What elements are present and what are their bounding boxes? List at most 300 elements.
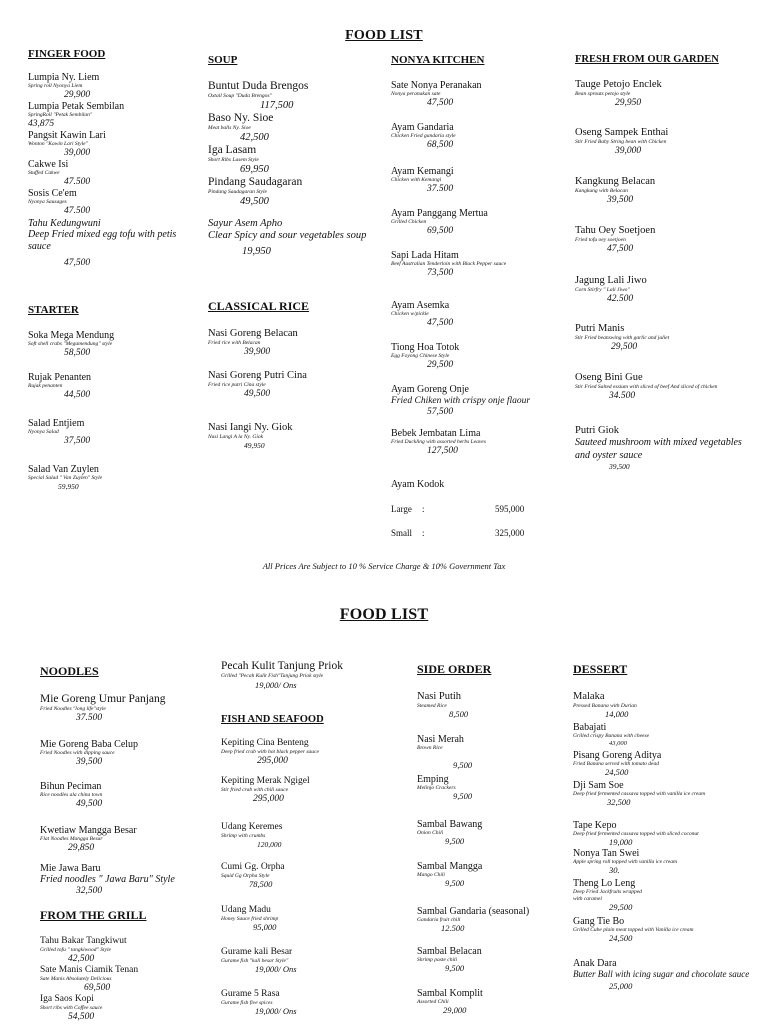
item-desc: Deep Fried mixed egg tofu with petis sauce [28,229,177,252]
item-name: Oseng Sampek Enthai [575,127,669,138]
item-price: 295,000 [257,756,288,766]
item-name: Tiong Hoa Totok [391,342,460,353]
item-name: Mie Goreng Umur Panjang [40,693,166,705]
soup-section [208,54,378,258]
size-label: Small [391,528,413,538]
item-desc: Spring roll Nyonya Liem [28,83,83,89]
item-desc: Special Salad " Van Zuylen" Style [28,475,103,481]
item-price: 47,500 [64,258,91,268]
menu-item [575,275,747,323]
item-name: Pangsit Kawin Lari [28,130,106,141]
menu-item [40,693,210,739]
menu-item [391,300,561,342]
item-desc: Pindang Saudagaran Style [208,189,267,195]
item-desc: Grilled crispy Banana with cheese [573,733,650,739]
item-price: 8,500 [449,709,469,719]
item-price: 127,500 [427,446,458,456]
item-name: Iga Saos Kopi [40,994,94,1004]
section-heading: SIDE ORDER [417,662,492,676]
grill-section [40,908,210,1023]
item-price: 39,500 [607,195,634,205]
menu-item [28,72,193,101]
item-price: 39,000 [615,146,642,156]
item-name: Gurame 5 Rasa [221,989,280,999]
classical-rice-section [208,299,378,450]
kodok-small-row [391,528,525,538]
item-price: 47,500 [607,244,634,254]
item-name: Sambal Bawang [417,819,483,830]
item-name: Bihun Peciman [40,781,102,792]
item-price: 69,500 [427,226,454,236]
item-name: Sambal Komplit [417,988,483,999]
item-name: Tape Kepo [573,820,617,831]
menu-item [573,848,753,878]
menu-item [575,372,747,425]
section-heading: SOUP [208,54,238,66]
item-price: 19,000/ Ons [255,680,297,690]
item-price: 47,500 [427,318,454,328]
menu-item [391,122,561,166]
menu-item [391,384,561,428]
item-name: Sambal Gandaria (seasonal) [417,906,530,917]
item-name: Sambal Mangga [417,861,483,872]
menu-item [40,965,210,994]
section-heading: FISH AND SEAFOOD [221,714,324,725]
item-price: 32,500 [607,797,631,807]
item-price: 34.500 [609,391,636,401]
item-desc: Fried rice putri Cina style [208,382,266,388]
garden-section [575,54,747,471]
item-name: Gang Tie Bo [573,916,625,927]
menu-item [221,822,401,862]
item-name: Ayam Goreng Onje [391,384,469,395]
item-price: 19,000/ Ons [255,964,297,974]
item-desc: Shrimp paste chili [417,957,458,963]
item-name: Tauge Petojo Enclek [575,79,662,90]
item-price: 29,000 [443,1005,467,1015]
section-heading: FRESH FROM OUR GARDEN [575,54,719,65]
item-name: Soka Mega Mendung [28,330,115,341]
item-desc: Gurame fish five spices [221,1000,273,1006]
item-name: Jagung Lali Jiwo [575,275,647,286]
item-name: Nasi Merah [417,734,464,745]
item-desc: Melinjo Crackers [417,785,456,791]
menu-item [40,994,210,1023]
dessert-section [573,662,753,991]
item-desc: Stir Fried Salted essium with sliced of beef And sliced of chicken [575,384,718,390]
item-price: 43,000 [609,740,627,747]
menu-item [28,330,193,372]
menu-item [221,738,401,776]
item-price: 42,500 [240,132,269,143]
menu-item [221,776,401,822]
menu-item [40,863,210,897]
item-name: Buntut Duda Brengos [208,80,309,92]
menu-item [417,906,567,946]
item-price: 37.500 [427,184,454,194]
nonya-kitchen-section [391,54,561,472]
item-desc: Fried Noodles "long life"style [40,706,106,712]
item-desc: Nonya peranakan sate [391,91,441,97]
item-name: Putri Giok [575,425,620,436]
fish-section [221,714,401,1016]
item-desc: Clear Spicy and sour vegetables soup [208,230,367,241]
menu-item [40,739,210,781]
menu-item [575,425,747,471]
item-desc: Sauteed mushroom with mixed vegetables and oyster sauce [575,437,742,461]
item-desc: Fried Noodles with dipping sauce [40,750,115,756]
item-price: 39,000 [64,148,91,158]
item-desc: Rujak penanten [28,383,63,389]
item-name: Dji Sam Soe [573,780,624,791]
item-price: 57,500 [427,407,454,417]
item-desc: Flat Noodles Mangga Besar [40,836,103,842]
item-price: 117,500 [260,100,294,111]
item-price: 120,000 [257,840,282,849]
item-desc: Fried noodles " Jawa Baru" Style [40,874,175,885]
menu-item [208,112,378,144]
item-price: 73,500 [427,268,454,278]
item-price: 24,500 [605,767,629,777]
item-price: 9,500 [453,760,473,770]
kodok-large-row [391,504,525,514]
menu-item [208,422,378,450]
item-name: Nonya Tan Swei [573,848,640,859]
item-desc: Nyonya Sausages [28,199,67,205]
item-desc: Stir Fried beanswing with garlic and juliet [575,335,670,341]
item-price: 49,500 [244,389,271,399]
menu-item [221,989,401,1016]
item-desc: Steamed Rice [417,703,447,709]
item-price: 12.500 [441,923,465,933]
item-name: Tahu Kedungwuni [28,218,101,229]
item-price: 37.500 [76,713,103,723]
menu-item [40,936,210,965]
item-price: 19,000 [609,837,633,847]
item-price: 42,500 [68,954,95,964]
item-desc: Deep fried fermented cassava topped with vanilla ice cream [573,791,706,797]
item-desc: Grilled tofu " tangkiwood" Style [40,947,111,953]
item-desc: Grilled "Pecah Kulit Fish"Tanjung Priok style [221,673,324,679]
item-name: Cakwe Isi [28,159,69,170]
noodles-section [40,664,210,897]
item-desc: Wonton "Kawin Lari Style" [28,141,88,147]
item-name: Pecah Kulit Tanjung Priok [221,660,343,672]
item-name: Babajati [573,722,607,733]
item-desc: Short Ribs Lasem Style [208,157,259,163]
item-price: 39,500 [609,462,630,471]
menu-item [391,428,561,472]
section-heading: FROM THE GRILL [40,908,147,922]
item-desc: Fried Chiken with crispy onje flaour [391,396,531,406]
item-name: Mie Goreng Baba Celup [40,739,139,750]
menu-item [575,176,747,225]
separator: : [422,504,425,514]
menu-item [28,130,193,159]
item-name: Pindang Saudagaran [208,176,303,188]
item-name: Lumpia Petak Sembilan [28,101,125,112]
item-desc: Fried Duckling with assorted herbs Leaves [391,439,486,445]
item-desc: Beef Australian Tenderloin with Black Pepper sauce [391,261,507,267]
item-desc: Chicken with Kemangi [391,177,442,183]
item-name: Kwetiaw Mangga Besar [40,825,137,836]
item-price: 29,500 [609,902,633,912]
item-desc: Assorted Chili [417,999,449,1005]
item-desc: Butter Ball with icing sugar and chocolate sauce [573,969,750,979]
item-name: Nasi Putih [417,691,462,702]
menu-item [573,750,753,780]
item-price: 14,000 [605,709,629,719]
item-price: 54,500 [68,1012,95,1022]
menu-item [573,722,753,750]
section-heading: CLASSICAL RICE [208,299,310,313]
item-price: 25,000 [609,981,633,991]
item-price: 44,500 [64,390,91,400]
menu-item [391,208,561,250]
menu-item [391,80,561,122]
item-desc: Shrimp with crumbs [221,833,266,839]
item-desc: Grilled Cube plain meat topped with Vanilla ice cream [573,927,694,933]
item-desc: Squid Gg Orpha Style [221,873,270,879]
menu-item [208,218,378,258]
item-desc: Stir fried crab with chili sauce [221,787,289,793]
item-price: 29,850 [68,843,95,853]
menu-item [417,946,567,988]
item-price: 19,950 [242,245,271,257]
item-name: Ayam Kemangi [391,166,454,177]
menu-item [417,819,567,861]
item-price: 39,500 [76,757,103,767]
item-desc: Chicken Fried gandaria style [391,133,456,139]
section-heading: NOODLES [40,664,99,678]
item-desc: Stuffed Cakwe [28,170,60,176]
item-name: Pisang Goreng Aditya [573,750,662,761]
item-desc: Stir Fried Baby String bean with Chicken [575,139,667,145]
service-charge-note: All Prices Are Subject to 10 % Service Charge & 10% Government Tax [262,561,506,571]
item-price: 29,500 [611,342,638,352]
item-price: 49,500 [76,799,103,809]
menu-item [28,218,193,269]
section-heading: FINGER FOOD [28,48,106,60]
item-name: Iga Lasam [208,144,257,156]
item-name: Nasi Goreng Putri Cina [208,370,307,381]
item-price: 37,500 [64,436,91,446]
menu-item [28,101,193,130]
item-desc: Corn Stirfry " Lali Jiwo" [575,287,630,293]
item-price: 42.500 [607,294,634,304]
item-name: Kangkung Belacan [575,176,656,187]
item-name: Theng Lo Leng [573,878,636,889]
item-name: Gurame kali Besar [221,947,293,957]
menu-item [417,861,567,906]
item-name: Ayam Panggang Mertua [391,208,488,219]
item-name: Bebek Jembatan Lima [391,428,481,439]
item-price: 47,500 [427,98,454,108]
item-price: 58,500 [64,348,91,358]
item-name: Oseng Bini Gue [575,372,643,383]
item-desc: Pressed Banana with Durian [573,703,637,709]
menu-item [391,342,561,384]
menu-item [391,250,561,300]
item-price: 295,000 [253,794,284,804]
page-title: FOOD LIST [339,606,429,623]
item-desc: Grilled Chicken [391,219,427,225]
item-name: Anak Dara [573,958,617,969]
item-name: Ayam Kodok [391,479,445,490]
item-price: 69,950 [240,164,269,175]
item-name: Sayur Asem Apho [208,218,283,229]
page-title: FOOD LIST [345,28,423,43]
item-desc: Chicken w/pickle [391,311,429,317]
item-desc: Oxtail Soup "Duda Brengos" [208,93,272,99]
menu-item [208,370,378,422]
item-name: Udang Madu [221,905,271,915]
item-desc: Meat balls Ny. Sioe [208,125,251,131]
separator: : [422,528,425,538]
menu-item [28,372,193,418]
item-desc: Short ribs with Coffee sauce [40,1005,103,1011]
item-price: 325,000 [495,528,525,538]
menu-item [28,464,193,491]
menu-item [40,781,210,825]
menu-item [575,127,747,176]
item-desc: Deep Fried Jackfruits wrapped with caramel [573,889,642,902]
item-desc: Gandaria fruit chili [417,917,461,923]
item-price: 9,500 [445,878,465,888]
menu-item [573,780,753,820]
item-name: Rujak Penanten [28,372,92,383]
item-name: Salad Entjiem [28,418,85,429]
item-name: Emping [417,774,449,785]
item-desc: Apple spring roll topped with vanilla ice cream [573,859,677,865]
menu-item [28,418,193,464]
menu-item [417,734,567,774]
item-name: Mie Jawa Baru [40,863,101,874]
item-price: 9,500 [445,963,465,973]
item-desc: Rice noodles ala china town [40,792,103,798]
item-desc: Fried tofu oey soetjoen [575,237,626,243]
menu-item [28,159,193,188]
menu-item [221,947,401,989]
item-desc: Deep fried crab with hot black pepper sauce [221,749,319,755]
menu-item [221,905,401,947]
item-price: 49,500 [240,196,269,207]
menu-item [575,225,747,275]
finger-food-section [28,48,193,269]
item-name: Putri Manis [575,323,625,334]
item-price: 39,900 [244,347,271,357]
item-price: 9,500 [453,791,473,801]
item-price: 49,950 [244,441,265,450]
item-desc: Bean sprouts petojo style [575,91,631,97]
item-price: 19,000/ Ons [255,1006,297,1016]
menu-item [391,166,561,208]
menu-item [40,825,210,863]
item-name: Tahu Bakar Tangkiwut [40,936,127,946]
menu-item [208,328,378,370]
item-price: 29,900 [64,90,91,100]
item-price: 95,000 [253,922,277,932]
item-name: Sate Manis Ciamik Tenan [40,965,139,975]
item-desc: Fried rice with Belacan [208,340,261,346]
menu-item [208,176,378,208]
item-price: 78,500 [249,879,273,889]
menu-item [417,988,567,1015]
item-name: Tahu Oey Soetjoen [575,225,656,236]
starter-section [28,304,193,491]
menu-item [417,774,567,819]
item-price: 47.500 [64,206,91,216]
menu-item [221,862,401,905]
item-price: 9,500 [445,836,465,846]
item-desc: Soft shell crabs "Megamendung" style [28,341,113,347]
item-desc: SpringRoll "Petak Sembilan" [28,112,93,118]
item-name: Sate Nonya Peranakan [391,80,482,91]
item-name: Kepiting Cina Benteng [221,738,309,748]
item-name: Ayam Gandaria [391,122,454,133]
menu-item [573,691,753,722]
item-name: Ayam Asemka [391,300,450,311]
item-name: Nasi Iangi Ny. Giok [208,422,293,433]
item-name: Sambal Belacan [417,946,482,957]
item-price: 43,875 [28,119,55,129]
menu-item [573,916,753,958]
item-desc: Egg Foyong Chinese Style [391,353,450,359]
item-desc: Brown Rice [417,745,443,751]
item-desc: Fried Banana served with tomato dead [573,761,660,767]
item-price: 24,500 [609,933,633,943]
size-label: Large [391,504,412,514]
item-name: Nasi Goreng Belacan [208,328,298,339]
item-desc: Sate Manis Absolutely Delicious [40,976,112,982]
menu-item [28,188,193,217]
item-price: 29,950 [615,98,642,108]
item-desc: Kangkung with Belacan [575,188,628,194]
item-name: Baso Ny. Sioe [208,112,274,124]
item-desc: Deep fried fermented cassava topped with sliced coconut [573,831,699,837]
item-price: 69,500 [84,983,111,993]
item-name: Salad Van Zuylen [28,464,99,475]
item-name: Malaka [573,691,605,702]
item-name: Sapi Lada Hitam [391,250,459,261]
item-price: 59,950 [58,482,79,491]
item-name: Sosis Ce'em [28,188,77,199]
item-price: 30. [609,865,620,875]
item-desc: Honey Sauce fried shrimp [221,916,279,922]
item-desc: Gurame fish "kali besar Style" [221,958,289,964]
section-heading: STARTER [28,304,79,316]
menu-item [575,79,747,127]
item-name: Cumi Gg. Orpha [221,862,285,872]
menu-item [575,323,747,372]
menu-item [208,144,378,176]
item-name: Udang Keremes [221,822,283,832]
item-desc: Nasi Langi A la Ny. Giok [208,434,264,440]
item-desc: Mango Chili [417,872,445,878]
item-price: 47.500 [64,177,91,187]
menu-item [417,691,567,734]
item-price: 68,500 [427,140,454,150]
item-name: Lumpia Ny. Liem [28,72,100,83]
tanjung-item [221,660,401,691]
side-order-section [417,662,567,1015]
item-desc: Onion Chili [417,830,444,836]
menu-item [208,80,378,112]
item-desc: Nyonya Salad [28,429,59,435]
item-name: Kepiting Merak Ngigel [221,776,310,786]
item-price: 29,500 [427,360,454,370]
menu-item [573,878,753,916]
